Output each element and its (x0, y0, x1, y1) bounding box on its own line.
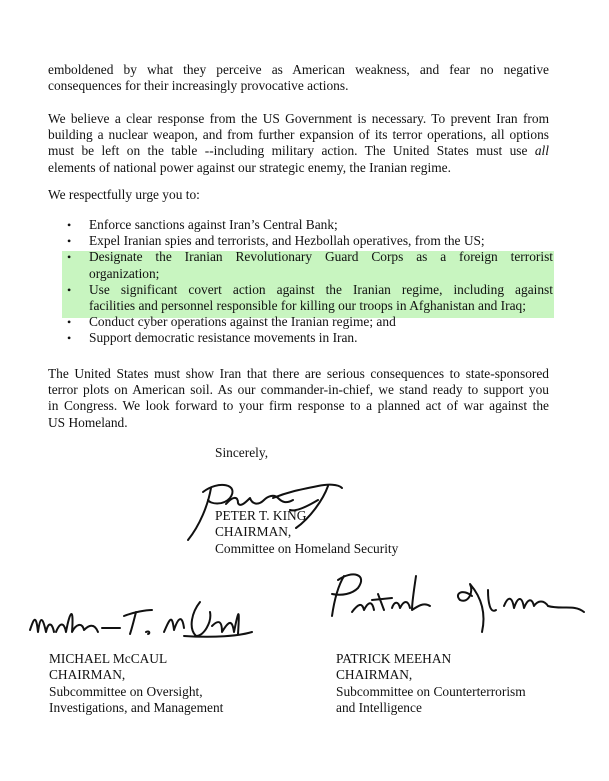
paragraph-urge (48, 187, 549, 203)
text-line: Enforce sanctions against Iran’s Central Bank; (89, 217, 338, 232)
signatory-title: CHAIRMAN, (336, 667, 413, 683)
paragraph-consequences (48, 62, 549, 94)
text-line: facilities and personnel responsible for killing our troops in Afghanistan and Iraq; (89, 298, 526, 314)
text-line: elements of national power against our strategic enemy, the Iranian regime. (48, 159, 451, 175)
bullet-icon: • (67, 282, 72, 297)
signature-meehan (312, 566, 592, 646)
recommendation-list (48, 217, 553, 347)
text-line: US Homeland. (48, 414, 128, 430)
signatory-king (215, 508, 398, 557)
bullet-icon: • (67, 218, 72, 232)
list-item (48, 233, 553, 249)
signatory-name: PATRICK MEEHAN (336, 651, 452, 666)
signatory-name: PETER T. KING (215, 508, 307, 523)
text-line-with-italic (48, 143, 549, 159)
bullet-icon: • (67, 315, 72, 330)
signatory-title: CHAIRMAN, (49, 667, 126, 683)
signatory-mccaul (49, 651, 223, 717)
text-line: We believe a clear response from the US Government is necessary. To prevent Iran from (48, 111, 549, 126)
text-line: building a nuclear weapon, and from further expansion of its terror operations, all options (48, 127, 549, 143)
text-line: consequences for their increasingly provocative actions. (48, 78, 349, 94)
text-line: The United States must show Iran that there are serious consequences to state-sponsored (48, 366, 549, 381)
signature-mccaul (24, 592, 254, 654)
bullet-icon: • (67, 234, 72, 249)
closing-salutation: Sincerely, (215, 445, 269, 460)
text-segment: must be left on the table --including military action. The United States must use (48, 143, 535, 159)
signatory-org: Investigations, and Management (49, 700, 224, 716)
signatory-title: CHAIRMAN, (215, 524, 292, 540)
bullet-icon: • (67, 250, 72, 265)
text-line: Support democratic resistance movements in Iran. (89, 330, 358, 346)
text-line: Expel Iranian spies and terrorists, and Hezbollah operatives, from the US; (89, 233, 485, 249)
text-line: organization; (89, 265, 160, 281)
list-item-highlighted (48, 282, 553, 314)
paragraph-clear-response (48, 111, 549, 176)
italic-word: all (534, 143, 549, 159)
text-line: terror plots on American soil. As our commander-in-chief, we stand ready to support you (48, 382, 549, 398)
bullet-icon: • (67, 331, 72, 346)
signatory-org: Subcommittee on Oversight, (49, 683, 203, 699)
list-item (48, 217, 553, 233)
text-line: We respectfully urge you to: (48, 187, 200, 202)
signatory-org: and Intelligence (336, 700, 422, 716)
list-item-highlighted (48, 249, 553, 281)
paragraph-consequences-closing (48, 366, 549, 431)
text-line: Conduct cyber operations against the Iranian regime; and (89, 314, 396, 330)
text-line: Use significant covert action against the Iranian regime, including against (89, 281, 553, 297)
text-line: in Congress. We look forward to your firm response to a planned act of war against the (48, 398, 549, 414)
text-line: Designate the Iranian Revolutionary Guard Corps as a foreign terrorist (89, 249, 553, 265)
list-item (48, 314, 553, 330)
signatory-meehan (336, 651, 526, 717)
text-line: emboldened by what they perceive as American weakness, and fear no negative (48, 62, 549, 77)
signatory-name: MICHAEL McCAUL (49, 651, 168, 666)
signatory-org: Subcommittee on Counterterrorism (336, 683, 526, 699)
list-item (48, 330, 553, 346)
signatory-org: Committee on Homeland Security (215, 540, 399, 556)
